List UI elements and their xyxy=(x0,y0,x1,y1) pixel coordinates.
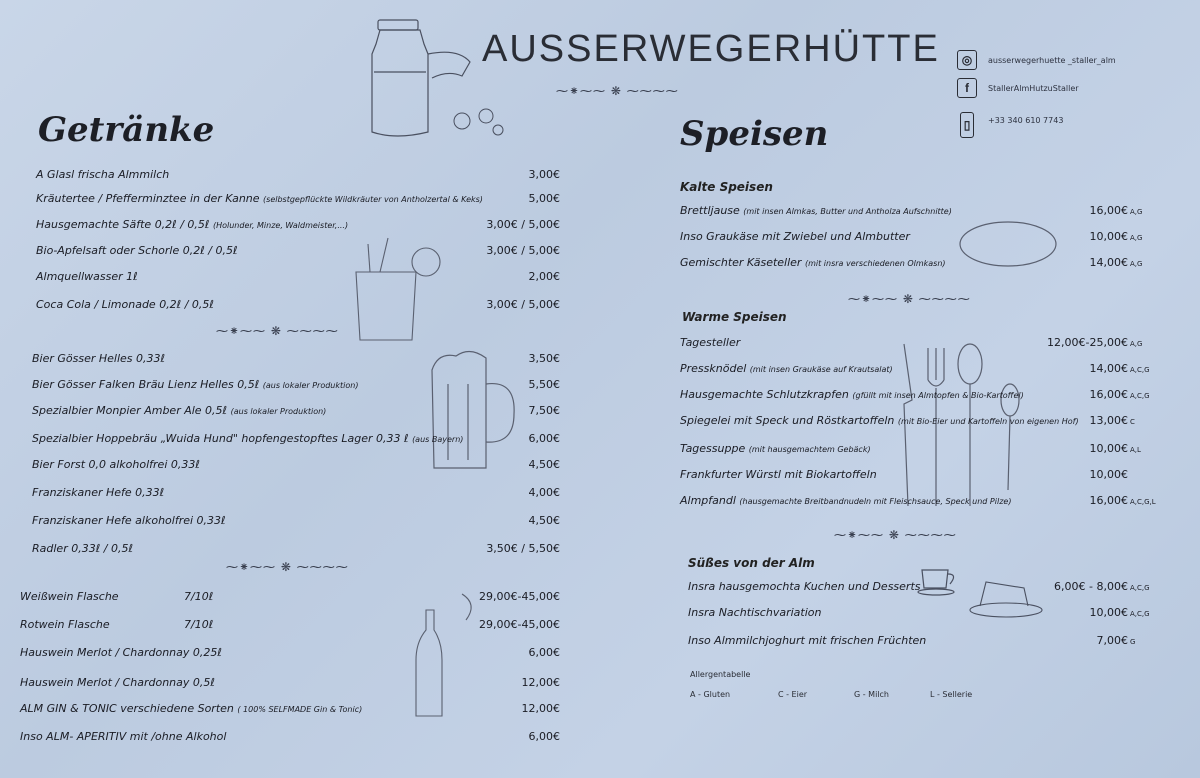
menu-item-name: Hauswein Merlot / Chardonnay 0,25ℓ xyxy=(20,646,222,659)
cold-dishes-heading: Kalte Speisen xyxy=(680,180,773,194)
price-value: 12,00€ xyxy=(521,702,560,715)
price-value: 16,00€ xyxy=(1089,204,1128,217)
price-value: 4,50€ xyxy=(528,514,560,527)
menu-item-price xyxy=(486,298,560,311)
menu-item-name: Insra Nachtischvariation xyxy=(688,606,822,619)
facebook-handle[interactable]: StallerAlmHutzuStaller xyxy=(988,84,1079,93)
menu-item-name: Franziskaner Hefe alkoholfrei 0,33ℓ xyxy=(32,514,226,527)
beer-mug-illustration xyxy=(428,344,518,470)
menu-item xyxy=(32,458,200,471)
allergen-codes: A,C,G xyxy=(1130,392,1150,400)
menu-item-price xyxy=(486,542,560,555)
price-value: 12,00€-25,00€ xyxy=(1047,336,1128,349)
menu-item-price xyxy=(1090,414,1157,427)
menu-item-note: (mit insen Almkas, Butter und Antholza Aufschnitte) xyxy=(743,207,952,216)
price-value: 4,50€ xyxy=(528,458,560,471)
menu-item-price xyxy=(1054,580,1156,593)
food-title: Speisen xyxy=(680,114,829,154)
instagram-handle[interactable]: ausserwegerhuette _staller_alm xyxy=(988,56,1116,65)
cocktail-glass-illustration xyxy=(350,236,450,346)
menu-item-name: Rotwein Flasche xyxy=(20,618,110,631)
menu-item xyxy=(32,352,165,365)
allergen-entry: G - Milch xyxy=(854,690,889,699)
menu-item-price xyxy=(486,244,560,257)
menu-item xyxy=(36,298,214,311)
drinks-divider-2: ⁓⁕⁓⁓ ❋ ⁓⁓⁓⁓ xyxy=(226,560,349,574)
allergen-codes: A,C,G,L xyxy=(1130,498,1156,506)
menu-item xyxy=(32,542,133,555)
menu-item-name: Bio-Apfelsaft oder Schorle 0,2ℓ / 0,5ℓ xyxy=(36,244,238,257)
menu-item xyxy=(20,618,214,631)
warm-dishes-heading: Warme Speisen xyxy=(682,310,787,324)
menu-item-price xyxy=(1047,336,1156,349)
allergen-entry: C - Eier xyxy=(778,690,808,699)
menu-item-price xyxy=(522,702,561,715)
coffee-cup-illustration xyxy=(916,556,962,598)
price-value: 10,00€ xyxy=(1089,230,1128,243)
menu-item-price xyxy=(529,514,561,527)
allergen-entry: L - Sellerie xyxy=(930,690,973,699)
menu-item-price xyxy=(529,168,561,181)
menu-item-name: Inso ALM- APERITIV mit /ohne Alkohol xyxy=(20,730,227,743)
price-value: 29,00€-45,00€ xyxy=(479,618,560,631)
drinks-title: Getränke xyxy=(38,110,215,150)
menu-item-note: (Holunder, Minze, Waldmeister,...) xyxy=(212,221,349,230)
menu-item-name: ALM GIN & TONIC verschiedene Sorten xyxy=(20,702,234,715)
menu-item-note: (aus lokaler Produktion) xyxy=(262,381,359,390)
allergen-codes: A,C,G xyxy=(1130,610,1150,618)
price-value: 14,00€ xyxy=(1089,256,1128,269)
phone-icon: ▯ xyxy=(960,112,974,138)
price-value: 3,00€ / 5,00€ xyxy=(486,218,560,231)
menu-item xyxy=(36,168,169,181)
menu-item-note: (aus lokaler Produktion) xyxy=(230,407,327,416)
price-value: 12,00€ xyxy=(521,676,560,689)
menu-item xyxy=(32,404,326,417)
menu-item-note: (mit insra verschiedenen Olmkasn) xyxy=(804,259,946,268)
header-divider: ⁓⁕⁓⁓ ❋ ⁓⁓⁓⁓ xyxy=(556,84,679,98)
allergen-codes: C xyxy=(1130,418,1135,426)
menu-item-price xyxy=(529,270,561,283)
menu-item-name: Bier Gösser Helles 0,33ℓ xyxy=(32,352,166,365)
price-value: 5,50€ xyxy=(528,378,560,391)
menu-item-price xyxy=(1090,388,1157,401)
menu-item xyxy=(680,204,952,217)
menu-item xyxy=(32,514,226,527)
menu-item-name: Inso Graukäse mit Zwiebel und Almbutter xyxy=(680,230,910,243)
price-value: 3,00€ / 5,00€ xyxy=(486,298,560,311)
price-value: 13,00€ xyxy=(1089,414,1128,427)
menu-item-name: A Glasl frischa Almmilch xyxy=(36,168,170,181)
menu-item-name: Almquellwasser 1ℓ xyxy=(36,270,138,283)
menu-item-price xyxy=(529,646,561,659)
menu-item-note: (mit hausgemachtem Gebäck) xyxy=(748,445,871,454)
menu-item-name: Frankfurter Würstl mit Biokartoffeln xyxy=(680,468,877,481)
price-value: 4,00€ xyxy=(528,486,560,499)
menu-item-name: Spezialbier Hoppebräu „Wuida Hund" hopfengestopftes Lager 0,33 ℓ xyxy=(32,432,409,445)
menu-item-price xyxy=(529,192,561,205)
menu-item-name: Hausgemachte Schlutzkrapfen xyxy=(680,388,849,401)
menu-item xyxy=(680,468,877,481)
menu-item-name: Tagesteller xyxy=(680,336,741,349)
sweets-heading: Süßes von der Alm xyxy=(688,556,815,570)
menu-item-price xyxy=(529,730,561,743)
menu-item-name: Almpfandl xyxy=(680,494,736,507)
menu-item-price xyxy=(529,378,561,391)
menu-item-price xyxy=(1090,606,1157,619)
menu-item-price xyxy=(1097,634,1157,647)
menu-item-price xyxy=(522,676,561,689)
menu-item xyxy=(20,676,215,689)
wine-bottle-illustration xyxy=(412,590,482,720)
food-divider-1: ⁓⁕⁓⁓ ❋ ⁓⁓⁓⁓ xyxy=(848,292,971,306)
menu-item-note: (gfüllt mit insen Almtopfen & Bio-Kartoffel) xyxy=(852,391,1024,400)
menu-item xyxy=(680,414,1079,427)
menu-item xyxy=(20,646,222,659)
menu-item xyxy=(680,388,1024,401)
menu-item xyxy=(680,362,893,375)
price-value: 3,50€ / 5,50€ xyxy=(486,542,560,555)
cake-illustration xyxy=(966,560,1046,620)
menu-item xyxy=(20,590,214,603)
food-divider-2: ⁓⁕⁓⁓ ❋ ⁓⁓⁓⁓ xyxy=(834,528,957,542)
menu-item xyxy=(20,730,226,743)
menu-item xyxy=(36,270,138,283)
menu-item-name: Weißwein Flasche xyxy=(20,590,119,603)
price-value: 3,00€ / 5,00€ xyxy=(486,244,560,257)
menu-item xyxy=(36,192,483,205)
price-value: 7,00€ xyxy=(1096,634,1128,647)
menu-item xyxy=(680,256,946,269)
menu-item-price xyxy=(1090,362,1157,375)
price-value: 16,00€ xyxy=(1089,388,1128,401)
price-value: 5,00€ xyxy=(528,192,560,205)
price-value: 10,00€ xyxy=(1089,606,1128,619)
menu-item-name: Brettljause xyxy=(680,204,740,217)
menu-item-price xyxy=(1090,204,1157,217)
price-value: 29,00€-45,00€ xyxy=(479,590,560,603)
menu-item-price xyxy=(1090,230,1157,243)
menu-item xyxy=(688,580,921,593)
bread-illustration xyxy=(956,212,1060,272)
menu-item xyxy=(680,336,740,349)
menu-item xyxy=(680,230,910,243)
menu-item xyxy=(32,378,358,391)
menu-item-price xyxy=(529,404,561,417)
menu-item-size: 7/10ℓ xyxy=(184,590,214,603)
allergen-codes: A,C,G xyxy=(1130,366,1150,374)
flower-illustration xyxy=(442,96,512,146)
allergen-codes: A,G xyxy=(1130,260,1143,268)
phone-number[interactable]: +33 340 610 7743 xyxy=(988,116,1064,125)
menu-item-note: (mit Bio-Eier und Kartoffeln von eigenen Hof) xyxy=(897,417,1079,426)
menu-item-price xyxy=(479,618,560,631)
menu-item xyxy=(688,634,926,647)
menu-item-name: Hauswein Merlot / Chardonnay 0,5ℓ xyxy=(20,676,215,689)
allergen-codes: A,G xyxy=(1130,234,1143,242)
menu-item-name: Franziskaner Hefe 0,33ℓ xyxy=(32,486,165,499)
menu-item-price xyxy=(486,218,560,231)
menu-item-name: Hausgemachte Säfte 0,2ℓ / 0,5ℓ xyxy=(36,218,210,231)
allergen-codes: A,G xyxy=(1130,340,1143,348)
menu-item xyxy=(36,218,348,231)
price-value: 6,00€ xyxy=(528,432,560,445)
menu-item-note: (aus Bayern) xyxy=(412,435,464,444)
price-value: 14,00€ xyxy=(1089,362,1128,375)
menu-item-note: (selbstgepflückte Wildkräuter von Antholzertal & Keks) xyxy=(263,195,483,204)
price-value: 10,00€ xyxy=(1089,468,1128,481)
price-value: 2,00€ xyxy=(528,270,560,283)
drinks-divider-1: ⁓⁕⁓⁓ ❋ ⁓⁓⁓⁓ xyxy=(216,324,339,338)
allergen-table-title: Allergentabelle xyxy=(690,670,751,679)
menu-item-note: (hausgemachte Breitbandnudeln mit Fleischsauce, Speck und Pilze) xyxy=(739,497,1012,506)
menu-item xyxy=(32,432,463,445)
menu-item-name: Pressknödel xyxy=(680,362,747,375)
menu-item-name: Radler 0,33ℓ / 0,5ℓ xyxy=(32,542,133,555)
price-value: 10,00€ xyxy=(1089,442,1128,455)
allergen-codes: A,L xyxy=(1130,446,1141,454)
menu-item-price xyxy=(1090,256,1157,269)
menu-item-price xyxy=(1090,494,1157,507)
facebook-icon[interactable]: f xyxy=(957,78,977,98)
menu-item xyxy=(32,486,164,499)
price-value: 16,00€ xyxy=(1089,494,1128,507)
menu-item-size: 7/10ℓ xyxy=(184,618,214,631)
menu-item-name: Spiegelei mit Speck und Röstkartoffeln xyxy=(680,414,895,427)
menu-item xyxy=(680,494,1011,507)
allergen-entry: A - Gluten xyxy=(690,690,731,699)
menu-item xyxy=(36,244,238,257)
menu-item-price xyxy=(1090,468,1157,481)
menu-item-note: ( 100% SELFMADE Gin & Tonic) xyxy=(237,705,363,714)
price-value: 3,00€ xyxy=(528,168,560,181)
menu-item-name: Gemischter Käseteller xyxy=(680,256,802,269)
price-value: 3,50€ xyxy=(528,352,560,365)
allergen-codes: G xyxy=(1130,638,1136,646)
menu-item-note: (mit insen Graukäse auf Krautsalat) xyxy=(749,365,893,374)
menu-item-price xyxy=(529,486,561,499)
menu-item-name: Bier Forst 0,0 alkoholfrei 0,33ℓ xyxy=(32,458,200,471)
price-value: 6,00€ xyxy=(528,730,560,743)
menu-item-price xyxy=(529,458,561,471)
menu-item-name: Inso Almmilchjoghurt mit frischen Früchten xyxy=(688,634,927,647)
menu-item-name: Bier Gösser Falken Bräu Lienz Helles 0,5ℓ xyxy=(32,378,260,391)
menu-item-price xyxy=(1090,442,1157,455)
price-value: 6,00€ - 8,00€ xyxy=(1054,580,1128,593)
menu-item-price xyxy=(529,432,561,445)
allergen-codes: A,C,G xyxy=(1130,584,1150,592)
menu-item xyxy=(680,442,871,455)
restaurant-title: AUSSERWEGERHÜTTE xyxy=(482,28,940,70)
price-value: 6,00€ xyxy=(528,646,560,659)
menu-item-price xyxy=(479,590,560,603)
menu-item xyxy=(20,702,362,715)
allergen-codes: A,G xyxy=(1130,208,1143,216)
menu-item-name: Insra hausgemochta Kuchen und Desserts xyxy=(688,580,921,593)
menu-item xyxy=(688,606,821,619)
menu-item-name: Coca Cola / Limonade 0,2ℓ / 0,5ℓ xyxy=(36,298,214,311)
menu-item-price xyxy=(529,352,561,365)
menu-item-name: Spezialbier Monpier Amber Ale 0,5ℓ xyxy=(32,404,228,417)
menu-item-name: Tagessuppe xyxy=(680,442,746,455)
instagram-icon[interactable]: ◎ xyxy=(957,50,977,70)
menu-item-name: Kräutertee / Pfefferminztee in der Kanne xyxy=(36,192,260,205)
price-value: 7,50€ xyxy=(528,404,560,417)
